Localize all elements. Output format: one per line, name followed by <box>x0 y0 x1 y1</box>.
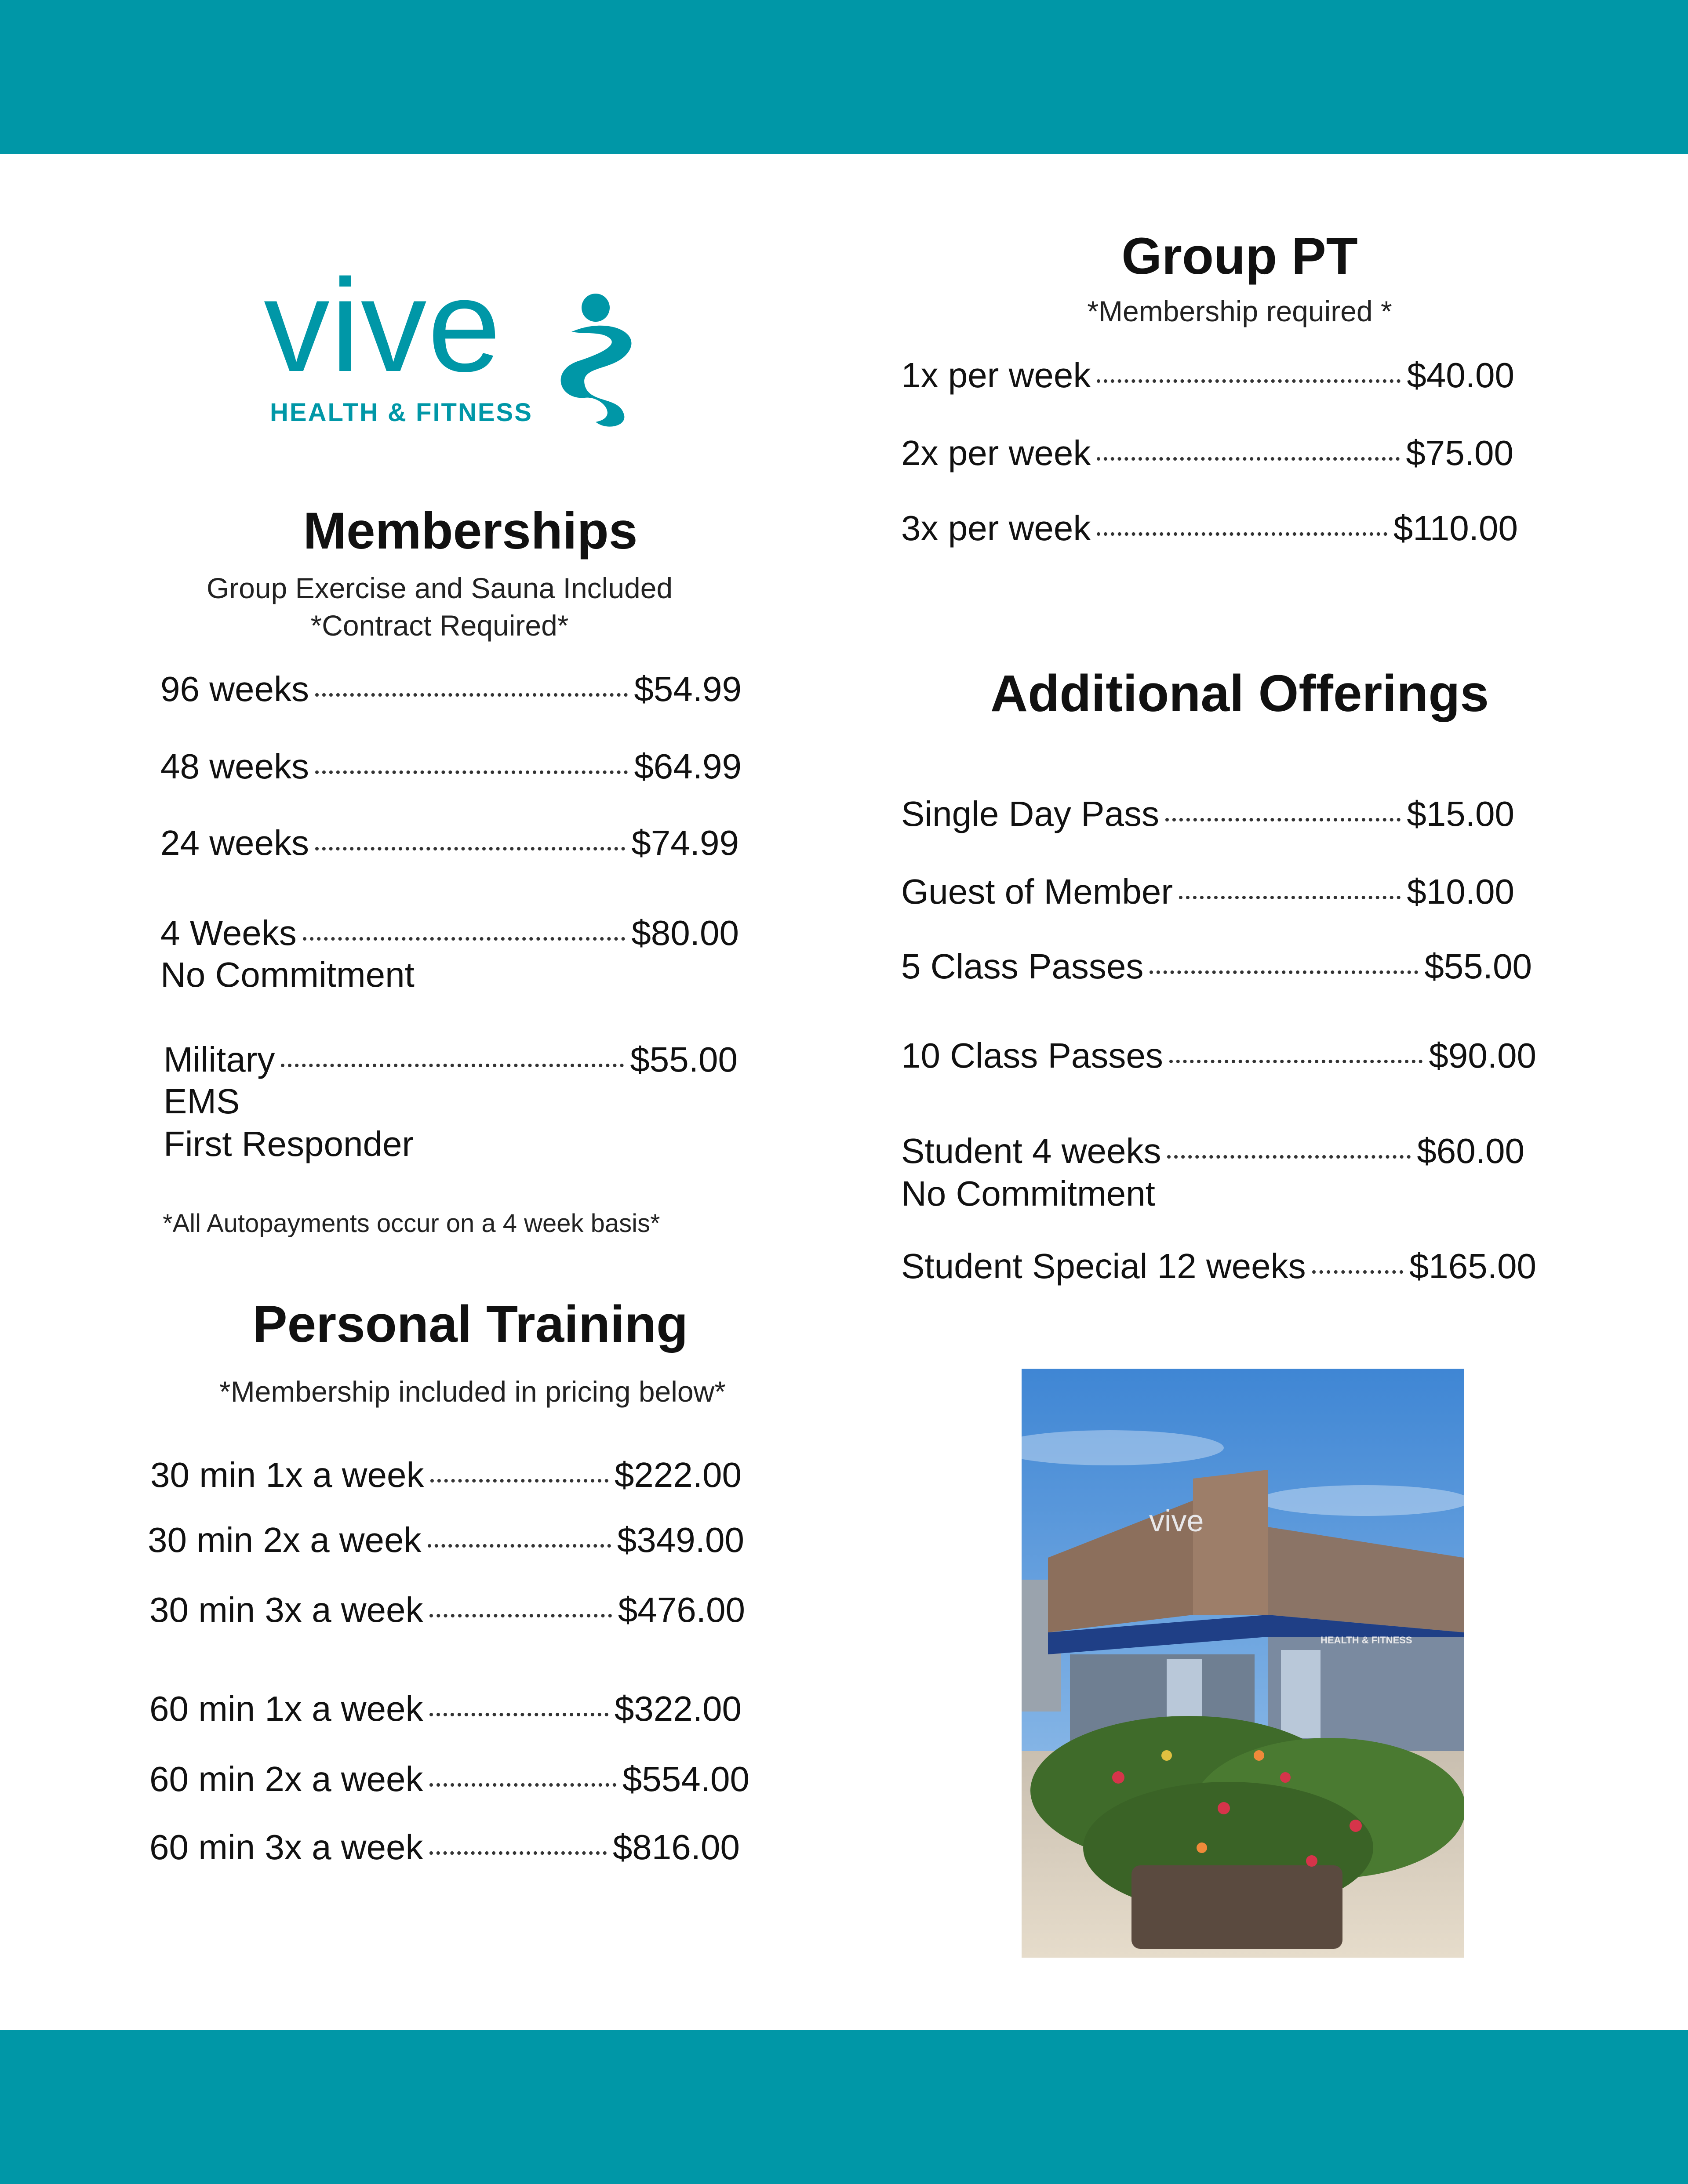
pt-row-60-1x <box>149 1689 742 1729</box>
group-pt-row-2x <box>901 433 1513 473</box>
pt-price: $554.00 <box>622 1759 749 1799</box>
dot-leader <box>281 1064 624 1067</box>
membership-row-96 <box>160 669 742 709</box>
pt-label: 30 min 1x a week <box>150 1455 424 1494</box>
personal-training-title: Personal Training <box>252 1295 688 1353</box>
memberships-footnote: *All Autopayments occur on a 4 week basis* <box>163 1209 660 1238</box>
vive-logo <box>264 251 659 431</box>
dot-leader <box>429 1783 616 1787</box>
bottom-band <box>0 2030 1688 2184</box>
additional-row-10-class <box>901 1036 1536 1076</box>
photo-banner-text: HEALTH & FITNESS <box>1321 1635 1412 1646</box>
pt-row-30-3x <box>149 1590 745 1630</box>
dot-leader <box>1169 1060 1422 1063</box>
pt-row-30-2x <box>148 1520 744 1560</box>
membership-price: $55.00 <box>630 1040 738 1079</box>
membership-sub-first-responder: First Responder <box>164 1124 414 1163</box>
group-pt-label: 1x per week <box>901 356 1091 395</box>
additional-label: Student 4 weeks <box>901 1131 1161 1170</box>
pt-price: $816.00 <box>612 1828 740 1867</box>
dot-leader <box>430 1479 608 1483</box>
gym-building-photo <box>1022 1369 1464 1958</box>
additional-label: Guest of Member <box>901 872 1173 911</box>
pt-label: 60 min 1x a week <box>149 1689 423 1728</box>
membership-sub-no-commitment: No Commitment <box>160 955 415 994</box>
membership-label: 96 weeks <box>160 669 309 709</box>
pt-price: $476.00 <box>618 1590 745 1629</box>
membership-price: $54.99 <box>634 669 742 709</box>
memberships-note-contract: *Contract Required* <box>310 609 569 642</box>
group-pt-price: $75.00 <box>1406 433 1513 472</box>
additional-label: 10 Class Passes <box>901 1036 1163 1075</box>
additional-price: $15.00 <box>1407 794 1514 833</box>
pt-price: $349.00 <box>617 1520 744 1559</box>
additional-label: Single Day Pass <box>901 794 1159 833</box>
additional-row-student-12 <box>901 1246 1536 1286</box>
dot-leader <box>1167 1155 1411 1159</box>
pt-row-30-1x <box>150 1455 742 1495</box>
pt-label: 30 min 2x a week <box>148 1520 422 1559</box>
group-pt-title: Group PT <box>1121 227 1358 285</box>
dancer-figure-icon <box>554 290 651 431</box>
additional-label: Student Special 12 weeks <box>901 1246 1306 1286</box>
additional-price: $90.00 <box>1429 1036 1536 1075</box>
dot-leader <box>428 1544 611 1548</box>
additional-price: $60.00 <box>1417 1131 1524 1170</box>
membership-price: $80.00 <box>631 913 739 952</box>
membership-sub-ems: EMS <box>164 1082 240 1121</box>
additional-row-5-class <box>901 946 1532 987</box>
dot-leader <box>1097 457 1400 461</box>
dot-leader <box>315 847 625 850</box>
membership-label: 24 weeks <box>160 823 309 862</box>
dot-leader <box>1165 818 1401 821</box>
gym-building-illustration <box>1022 1369 1464 1958</box>
membership-row-24 <box>160 823 739 863</box>
additional-sub-no-commitment: No Commitment <box>901 1174 1155 1213</box>
pt-label: 60 min 2x a week <box>149 1759 423 1799</box>
dot-leader <box>1150 970 1418 974</box>
memberships-title: Memberships <box>303 502 638 560</box>
pt-label: 30 min 3x a week <box>149 1590 423 1629</box>
membership-price: $64.99 <box>634 747 742 786</box>
pt-price: $322.00 <box>614 1689 742 1728</box>
top-band <box>0 0 1688 154</box>
membership-label: 48 weeks <box>160 747 309 786</box>
logo-tagline: HEALTH & FITNESS <box>270 398 533 427</box>
additional-row-day-pass <box>901 794 1514 834</box>
membership-row-military <box>164 1039 738 1080</box>
memberships-note-included: Group Exercise and Sauna Included <box>206 572 673 604</box>
membership-label: 4 Weeks <box>160 913 297 952</box>
dot-leader <box>303 937 626 941</box>
photo-sign-text: vive <box>1149 1504 1204 1538</box>
dot-leader <box>429 1713 608 1716</box>
pt-label: 60 min 3x a week <box>149 1828 423 1867</box>
pt-row-60-2x <box>149 1759 749 1799</box>
group-pt-label: 2x per week <box>901 433 1091 472</box>
additional-offerings-title: Additional Offerings <box>990 665 1489 723</box>
membership-row-48 <box>160 746 742 787</box>
additional-row-student-4 <box>901 1131 1524 1171</box>
personal-training-note: *Membership included in pricing below* <box>219 1375 726 1408</box>
membership-price: $74.99 <box>631 823 739 862</box>
dot-leader <box>315 693 628 697</box>
membership-row-4 <box>160 913 739 953</box>
group-pt-price: $110.00 <box>1393 509 1518 548</box>
dot-leader <box>429 1851 607 1855</box>
additional-price: $55.00 <box>1424 947 1532 986</box>
additional-label: 5 Class Passes <box>901 947 1144 986</box>
pt-price: $222.00 <box>614 1455 742 1494</box>
dot-leader <box>1097 532 1387 536</box>
dot-leader <box>315 770 628 774</box>
pt-row-60-3x <box>149 1827 740 1868</box>
membership-label: Military <box>164 1040 275 1079</box>
group-pt-row-3x <box>901 508 1518 549</box>
group-pt-row-1x <box>901 355 1514 396</box>
group-pt-price: $40.00 <box>1407 356 1514 395</box>
dot-leader <box>1312 1270 1403 1274</box>
additional-price: $165.00 <box>1409 1246 1536 1286</box>
dot-leader <box>429 1614 612 1617</box>
dot-leader <box>1097 379 1401 383</box>
additional-row-guest <box>901 872 1514 912</box>
group-pt-note: *Membership required * <box>1087 295 1392 327</box>
dot-leader <box>1179 896 1401 899</box>
additional-price: $10.00 <box>1407 872 1514 911</box>
logo-wordmark: vive <box>264 251 502 399</box>
group-pt-label: 3x per week <box>901 509 1091 548</box>
